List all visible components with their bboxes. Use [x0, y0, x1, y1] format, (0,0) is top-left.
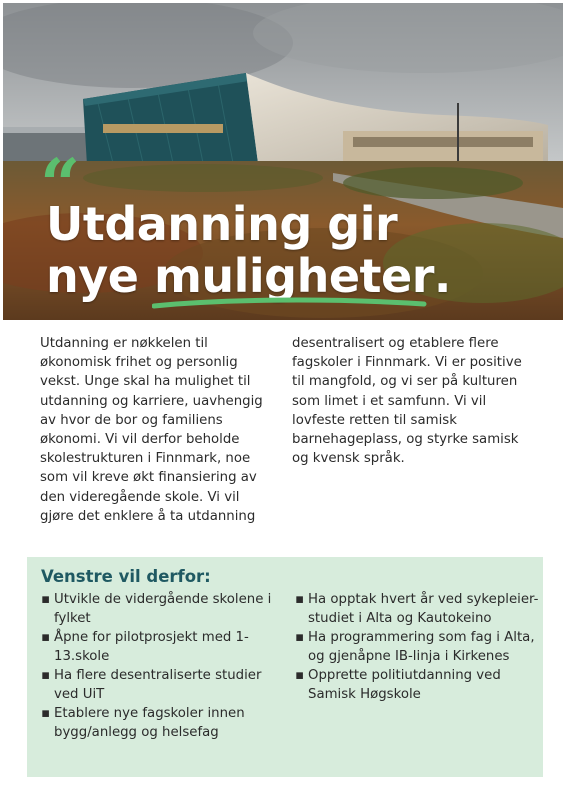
bullet-icon: ▪	[295, 630, 305, 645]
bullet-icon: ▪	[295, 668, 305, 683]
list-item-text: Åpne for pilotprosjekt med 1-13.skole	[54, 630, 249, 664]
policy-list-left	[41, 591, 281, 743]
bullet-icon: ▪	[295, 592, 305, 607]
list-item-text: Ha opptak hvert år ved sykepleier-studiet i Alta og Kautokeino	[308, 592, 539, 626]
list-item	[295, 667, 540, 704]
body-text-left: Utdanning er nøkkelen til økonomisk frihet og personlig vekst. Unge skal ha mulighet til utdanning og karriere, uavhengig av hvor de bor og familiens økonomi. Vi vil derfor beholde skolestrukturen i Finnmark, noe som vil kreve økt finansiering av den videregående skole. Vi vil gjøre det enklere å ta utdanning	[40, 336, 263, 524]
headline-word-nye: nye	[46, 249, 154, 303]
list-item	[41, 629, 281, 666]
bullet-icon: ▪	[41, 668, 51, 683]
headline-word-muligheter: muligheter	[153, 249, 434, 303]
policy-box-title: Venstre vil derfor:	[41, 567, 211, 586]
headline	[46, 198, 546, 302]
list-item-text: Ha programmering som fag i Alta, og gjenåpne IB-linja i Kirkenes	[308, 630, 535, 664]
bullet-icon: ▪	[41, 706, 51, 721]
bullet-icon: ▪	[41, 592, 51, 607]
list-item	[41, 667, 281, 704]
headline-period: .	[433, 249, 451, 303]
quote-mark-icon: “	[40, 143, 81, 226]
list-item-text: Opprette politiutdanning ved Samisk Høgskole	[308, 668, 501, 702]
list-item	[295, 629, 540, 666]
headline-line-1: Utdanning gir	[46, 197, 398, 251]
bullet-icon: ▪	[41, 630, 51, 645]
body-text-right: desentralisert og etablere flere fagskoler i Finnmark. Vi er positive til mangfold, og vi ser på kulturen som limet i et samfunn. Vi vil lovfeste retten til samisk barnehageplass, og styrke samisk og kvensk språk.	[292, 336, 522, 467]
policy-box	[27, 557, 543, 777]
green-underline-swoosh	[152, 296, 427, 312]
list-item-text: Etablere nye fagskoler innen bygg/anlegg og helsefag	[54, 706, 245, 740]
headline-line-2	[46, 250, 546, 302]
list-item-text: Ha flere desentraliserte studier ved UiT	[54, 668, 262, 702]
list-item	[41, 591, 281, 628]
list-item	[295, 591, 540, 628]
headline-underlined-word	[154, 250, 434, 302]
list-item	[41, 705, 281, 742]
list-item-text: Utvikle de vidergående skolene i fylket	[54, 592, 272, 626]
policy-list-right	[295, 591, 540, 705]
